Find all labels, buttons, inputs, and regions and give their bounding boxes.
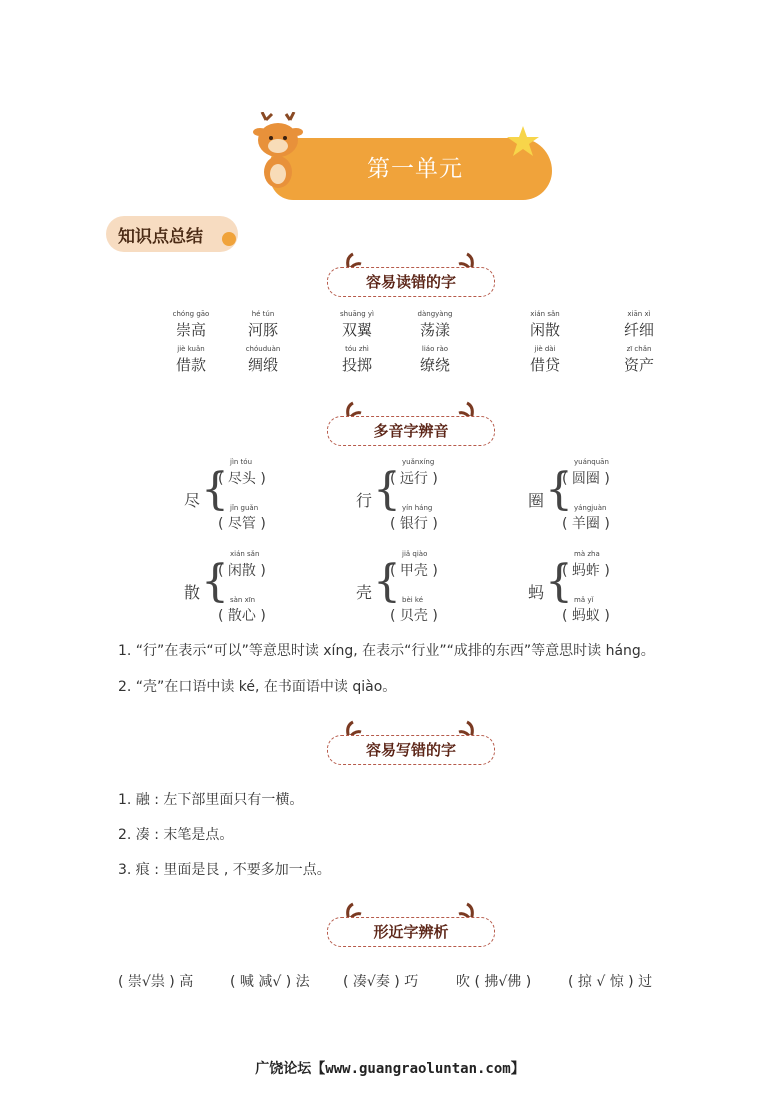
poly-word-a: ( 圆圈 ): [562, 471, 610, 487]
vocab-pinyin: xián sǎn: [530, 310, 560, 318]
poly-note-1: 1. “行”在表示“可以”等意思时读 xíng, 在表示“行业”“成排的东西”等意思时读 háng。: [118, 643, 655, 659]
vocab-pinyin: tóu zhì: [345, 345, 369, 353]
similar-item: 吹 ( 拂√佛 ): [456, 974, 532, 990]
vocab-pinyin: dàngyàng: [417, 310, 453, 318]
vocab-item: [228, 310, 298, 340]
section-heading-miswritten: 容易写错的字: [327, 735, 495, 765]
poly-char: 圈: [528, 491, 545, 510]
poly-char: 壳: [356, 583, 373, 602]
brace-icon: {: [373, 464, 401, 515]
write-note-2: 2. 凑 : 末笔是点。: [118, 827, 234, 843]
poly-word-a: ( 尽头 ): [218, 471, 266, 487]
vocab-item: [604, 310, 674, 340]
flower-icon: [222, 232, 236, 246]
vocab-pinyin: xiān xì: [627, 310, 651, 318]
vocab-pinyin: zī chǎn: [626, 345, 652, 353]
similar-item: ( 崇√祟 ) 高: [118, 974, 194, 990]
vocab-pinyin: shuāng yì: [339, 310, 374, 318]
vocab-item: [322, 310, 392, 340]
brace-icon: {: [373, 556, 401, 607]
poly-word-a: ( 闲散 ): [218, 563, 266, 579]
vocab-word: 借款: [175, 356, 206, 374]
poly-char: 行: [356, 491, 373, 510]
vocab-pinyin: hé tún: [251, 310, 275, 318]
poly-word-b: ( 散心 ): [218, 608, 266, 624]
vocab-item: [510, 310, 580, 340]
poly-pinyin-b: bèi ké: [402, 596, 424, 604]
vocab-word: 闲散: [529, 321, 560, 339]
vocab-pinyin: jiè kuǎn: [177, 345, 205, 353]
vocab-pinyin: chóuduàn: [245, 345, 281, 353]
vocab-item: [156, 345, 226, 375]
vocab-item: [400, 345, 470, 375]
poly-note-2: 2. “壳”在口语中读 ké, 在书面语中读 qiào。: [118, 679, 397, 695]
vocab-word: 河豚: [247, 321, 278, 339]
write-note-1: 1. 融 : 左下部里面只有一横。: [118, 792, 304, 808]
poly-word-b: ( 羊圈 ): [562, 516, 610, 532]
section-heading-polyphonic: 多音字辨音: [327, 416, 495, 446]
vocab-pinyin: liáo rào: [421, 345, 449, 353]
poly-word-b: ( 尽管 ): [218, 516, 266, 532]
similar-item: ( 喊 减√ ) 法: [230, 974, 310, 990]
vocab-word: 缭绕: [419, 356, 450, 374]
section-heading-misread: 容易读错的字: [327, 267, 495, 297]
poly-word-b: ( 贝壳 ): [390, 608, 438, 624]
vocab-item: [228, 345, 298, 375]
poly-char: 散: [184, 583, 201, 602]
poly-word-b: ( 银行 ): [390, 516, 438, 532]
vocab-item: [510, 345, 580, 375]
poly-pinyin-a: jìn tóu: [230, 458, 253, 466]
vocab-pinyin: chóng gāo: [172, 310, 210, 318]
poly-pinyin-b: mǎ yǐ: [574, 596, 594, 604]
poly-char: 蚂: [528, 583, 545, 602]
poly-word-b: ( 蚂蚁 ): [562, 608, 610, 624]
poly-word-a: ( 远行 ): [390, 471, 438, 487]
write-note-3: 3. 痕 : 里面是艮 , 不要多加一点。: [118, 862, 331, 878]
poly-pinyin-a: jiǎ qiào: [402, 550, 428, 558]
brace-icon: {: [545, 464, 573, 515]
vocab-word: 荡漾: [419, 321, 450, 339]
vocab-word: 绸缎: [247, 356, 278, 374]
vocab-item: [156, 310, 226, 340]
poly-pinyin-b: yángjuàn: [574, 504, 607, 512]
poly-word-a: ( 甲壳 ): [390, 563, 438, 579]
poly-char: 尽: [184, 491, 201, 510]
poly-pinyin-a: yuǎnxíng: [402, 458, 435, 466]
poly-pinyin-b: sàn xīn: [230, 596, 256, 604]
brace-icon: {: [545, 556, 573, 607]
brace-icon: {: [201, 464, 229, 515]
poly-pinyin-a: mà zha: [574, 550, 600, 558]
vocab-word: 纤细: [623, 321, 654, 339]
vocab-word: 投掷: [341, 356, 372, 374]
vocab-word: 崇高: [175, 321, 206, 339]
page-title: 第一单元: [367, 156, 463, 182]
section-heading-similar: 形近字辨析: [327, 917, 495, 947]
vocab-item: [604, 345, 674, 375]
poly-pinyin-b: jǐn guǎn: [230, 504, 259, 512]
vocab-pinyin: jiè dài: [534, 345, 556, 353]
poly-pinyin-a: xián sǎn: [230, 550, 260, 558]
vocab-word: 借贷: [529, 356, 560, 374]
poly-pinyin-a: yuánquān: [574, 458, 609, 466]
page-footer: 广饶论坛【www.guangraoluntan.com】: [255, 1061, 525, 1077]
similar-item: ( 掠 √ 惊 ) 过: [568, 974, 653, 990]
vocab-item: [322, 345, 392, 375]
summary-tag-label: 知识点总结: [118, 227, 203, 247]
brace-icon: {: [201, 556, 229, 607]
poly-word-a: ( 蚂蚱 ): [562, 563, 610, 579]
similar-item: ( 凑√奏 ) 巧: [343, 974, 419, 990]
vocab-word: 资产: [623, 356, 654, 374]
poly-pinyin-b: yín háng: [402, 504, 433, 512]
vocab-word: 双翼: [341, 321, 372, 339]
vocab-item: [400, 310, 470, 340]
